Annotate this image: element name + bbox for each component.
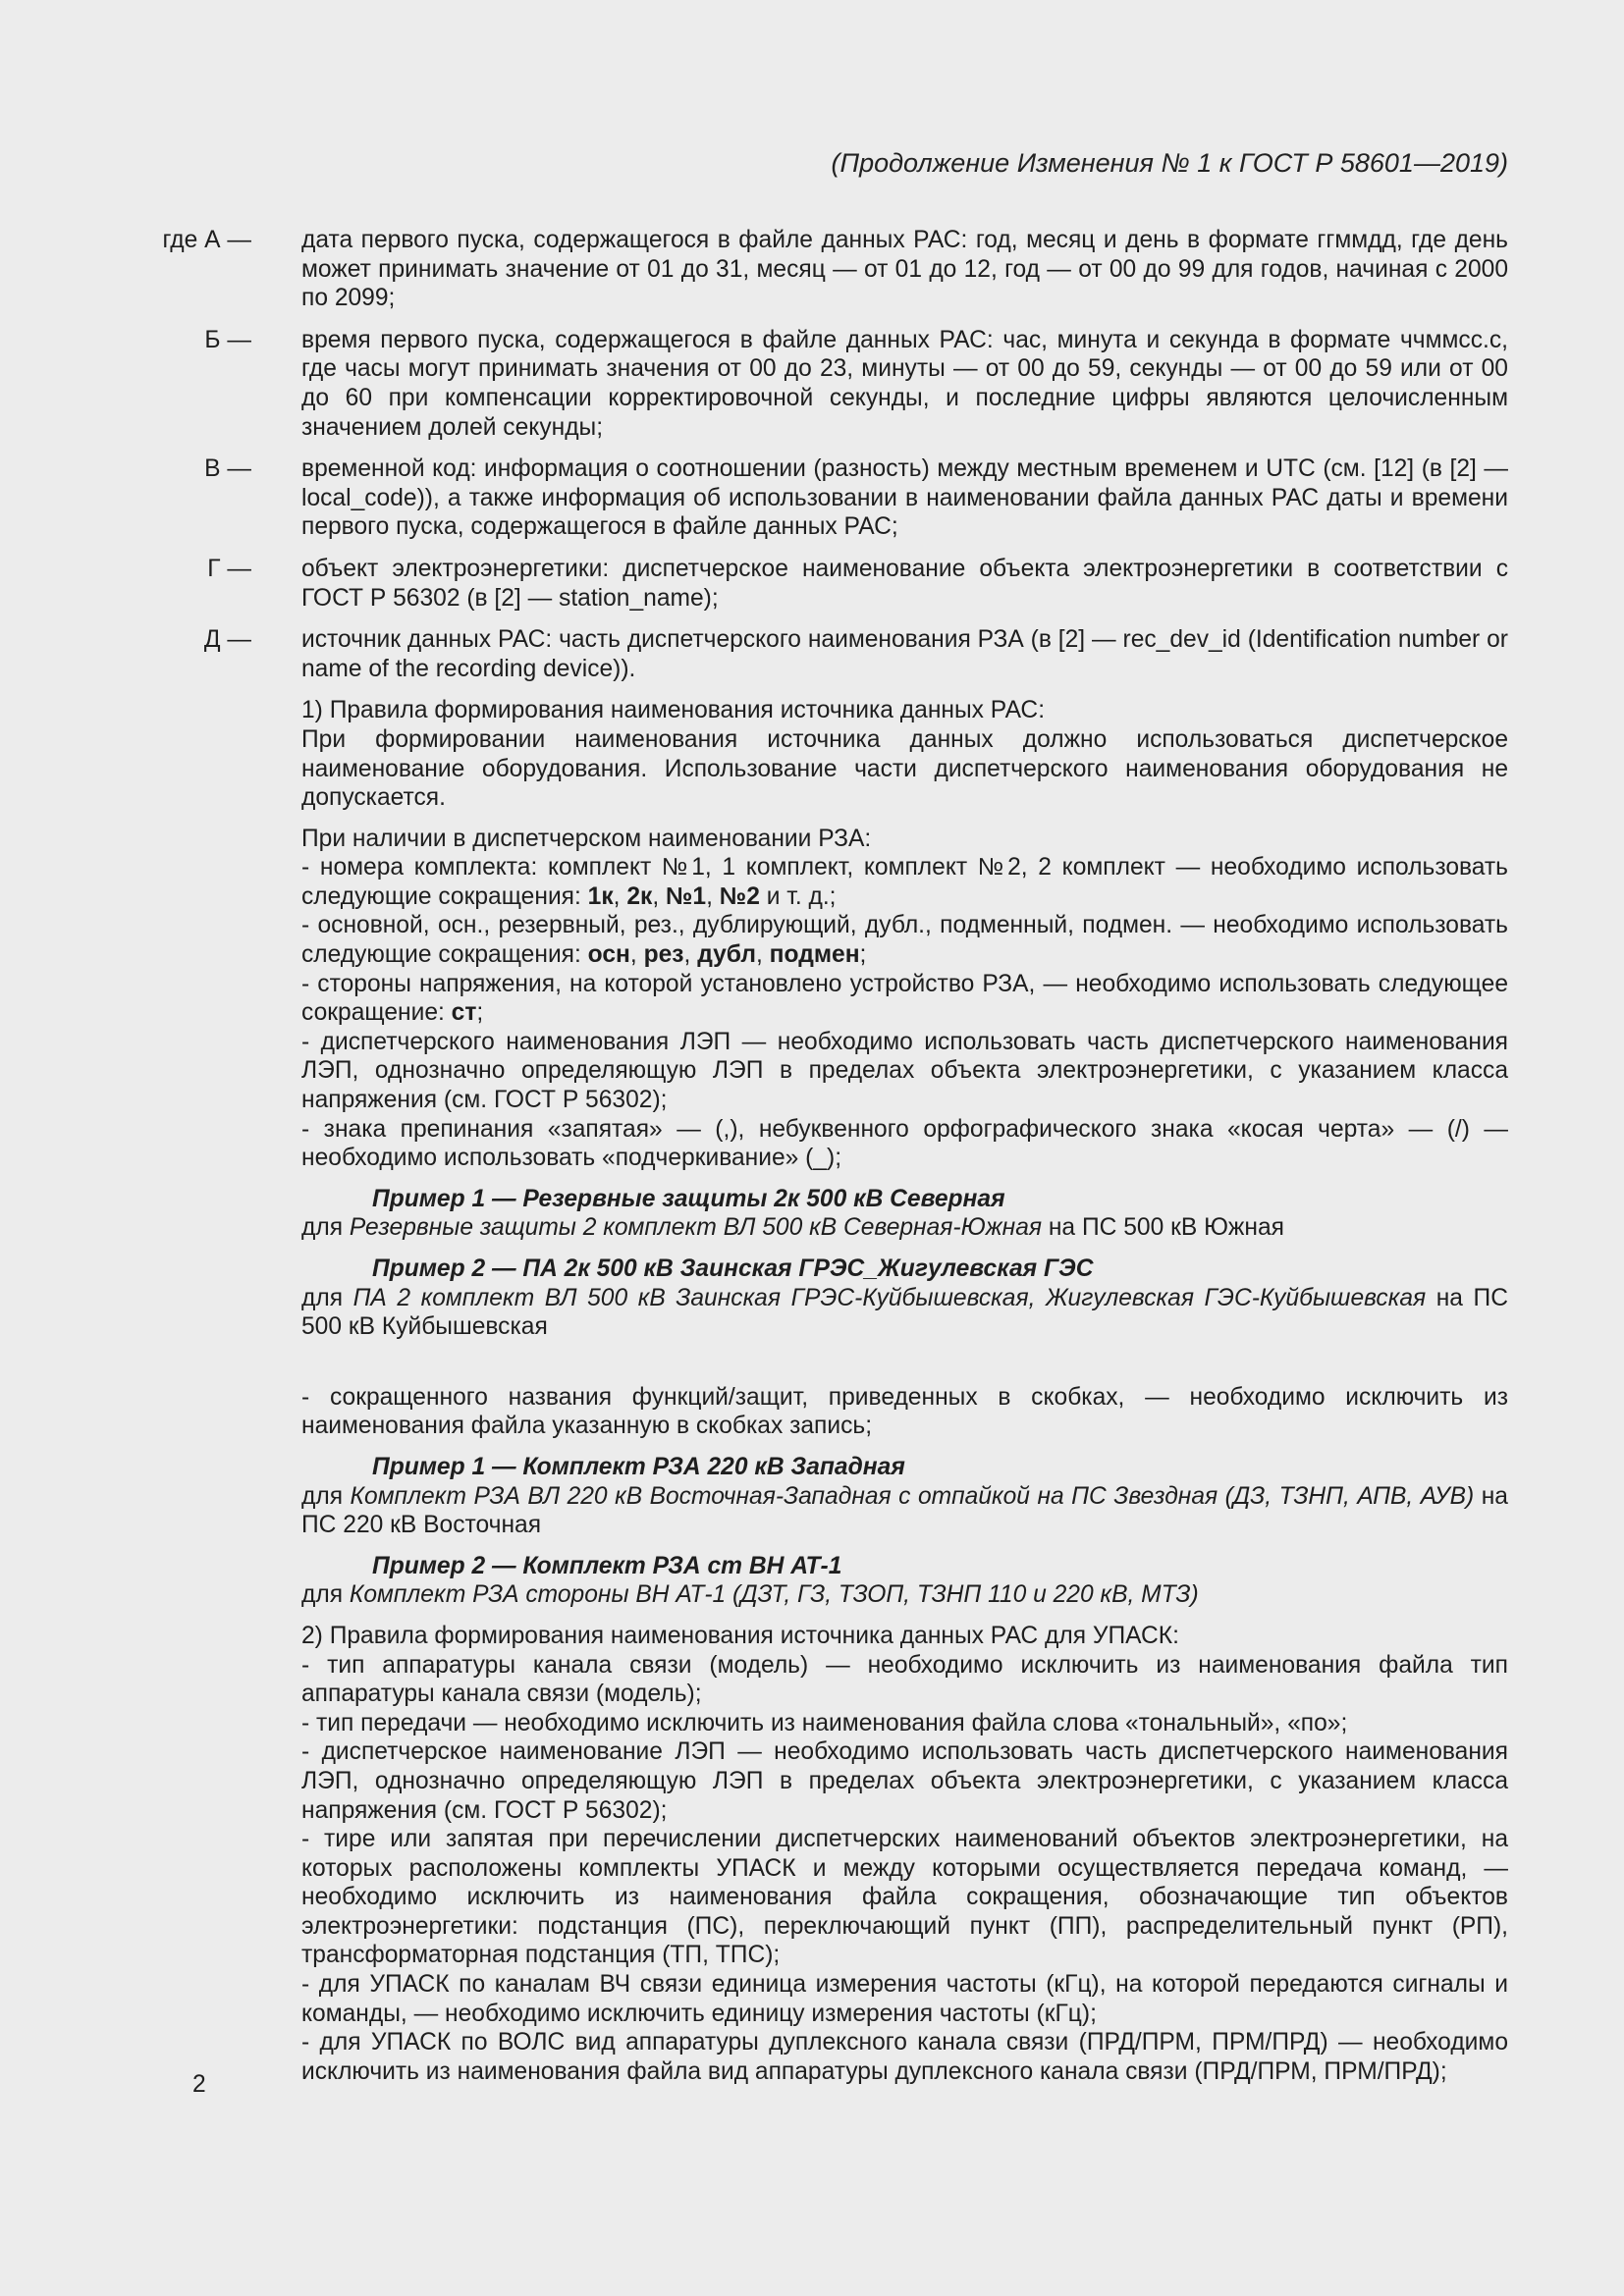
abbrev-rez: рез [643,941,684,969]
example-title: Пример 1 — Резервные защиты 2к 500 кВ Северная [372,1185,1005,1212]
example-title: Пример 2 — Комплект РЗА ст ВН АТ-1 [372,1552,842,1579]
rza-item-line-name: - диспетчерского наименования ЛЭП — необходимо использовать часть диспетчерского наименования ЛЭП, однозначно определяющую ЛЭП в пределах объекта электроэнергетики, с указанием класса напряжения (см. ГОСТ Р 56302); [301,1028,1508,1114]
example-b-1 [301,1453,1508,1540]
example-text: для Комплект РЗА стороны ВН АТ-1 (ДЗТ, ГЗ, ТЗОП, ТЗНП 110 и 220 кВ, МТЗ) [301,1581,1199,1609]
abbrev-no2: №2 [719,882,760,910]
abbrev-1k: 1к [587,882,614,910]
example-text: для ПА 2 комплект ВЛ 500 кВ Заинская ГРЭС-Куйбышевская, Жигулевская ГЭС-Куйбышевская на ПС 500 кВ Куйбышевская [301,1284,1508,1341]
example-title: Пример 2 — ПА 2к 500 кВ Заинская ГРЭС_Жигулевская ГЭС [372,1255,1094,1282]
rule-1-text: При формировании наименования источника данных должно использоваться диспетчерское наименование оборудования. Использование части диспетчерского наименования оборудования не допускается. [301,725,1508,812]
example-title: Пример 1 — Комплект РЗА 220 кВ Западная [372,1453,905,1480]
definition-label: Г — [207,555,251,582]
page-number: 2 [192,2071,206,2098]
abbrev-osn: осн [587,941,630,969]
rza-item-punctuation: - знака препинания «запятая» — (,), небуквенного орфографического знака «косая черта» — (/) — необходимо использовать «подчеркивание» (_); [301,1115,1508,1172]
definition-v [0,454,1624,542]
example-a-1 [301,1185,1508,1243]
abbrev-st: ст [451,999,477,1027]
definition-label: Д — [203,626,251,654]
rza-item-main-reserve: - основной, осн., резервный, рез., дублирующий, дубл., подменный, подмен. — необходимо использовать следующие сокращения: осн, рез, дубл, подмен; [301,912,1508,969]
definition-b [0,326,1624,442]
definition-d [0,625,1624,683]
rza-item-set-number: - номера комплекта: комплект №1, 1 комплект, комплект №2, 2 комплект — необходимо использовать следующие сокращения: 1к, 2к, №1, №2 и т. д.; [301,854,1508,910]
example-b-2 [301,1552,1508,1610]
example-text: для Комплект РЗА ВЛ 220 кВ Восточная-Западная с отпайкой на ПС Звездная (ДЗ, ТЗНП, АПВ, АУВ) на ПС 220 кВ Восточная [301,1482,1508,1539]
definition-text: время первого пуска, содержащегося в файле данных РАС: час, минута и секунда в формате ччммсс.с, где часы могут принимать значения от 00 до 23, минуты — от 00 до 59, секунды — от 00 до 59 или от 00 до 60 при компенсации корректировочной секунды, и последние цифры являются целочисленным значением долей секунды; [301,326,1508,441]
definition-label: В — [204,455,251,483]
definition-g [0,555,1624,613]
abbrev-no1: №1 [666,882,707,910]
definition-label: Б — [204,326,251,353]
rza-list [301,825,1508,1173]
rza-intro: При наличии в диспетчерском наименовании РЗА: [301,825,872,852]
abbrev-item: - сокращенного названия функций/защит, приведенных в скобках, — необходимо исключить из наименования файла указанную в скобках запись; [301,1383,1508,1440]
definition-text: дата первого пуска, содержащегося в файле данных РАС: год, месяц и день в формате ггммдд, где день может принимать значение от 01 до 31, месяц — от 01 до 12, год — от 00 до 99 для годов, начиная с 2000 по 2099; [301,227,1508,312]
page-content [0,226,1624,2086]
spacer [0,1354,1624,1383]
rule-2-item: - тип передачи — необходимо исключить из наименования файла слова «тональный», «по»; [301,1709,1348,1736]
rule-1-section [301,696,1508,812]
rule-2-item: - тип аппаратуры канала связи (модель) — необходимо исключить из наименования файла тип аппаратуры канала связи (модель); [301,1651,1508,1708]
abbrev-podmen: подмен [769,941,860,969]
running-header: (Продолжение Изменения № 1 к ГОСТ Р 58601—2019) [831,148,1508,178]
rule-2-section [301,1622,1508,2087]
rule-1-title: 1) Правила формирования наименования источника данных РАС: [301,697,1046,724]
example-text: для Резервные защиты 2 комплект ВЛ 500 кВ Северная-Южная на ПС 500 кВ Южная [301,1214,1284,1242]
definition-text: объект электроэнергетики: диспетчерское наименование объекта электроэнергетики в соответствии с ГОСТ Р 56302 (в [2] — station_name); [301,555,1508,612]
definition-a [0,226,1624,313]
abbrev-2k: 2к [626,882,653,910]
definition-text: источник данных РАС: часть диспетчерского наименования РЗА (в [2] — rec_dev_id (Identification number or name of the recording device)). [301,626,1508,682]
definition-text: временной код: информация о соотношении (разность) между местным временем и UTC (см. [12] (в [2] — local_code)), а также информация об использовании в наименовании файла данных РАС даты и времени первого пуска, содержащегося в файле данных РАС; [301,455,1508,541]
rule-2-title: 2) Правила формирования наименования источника данных РАС для УПАСК: [301,1622,1179,1649]
abbrev-dubl: дубл [697,941,756,969]
rza-item-voltage-side: - стороны напряжения, на которой установлено устройство РЗА, — необходимо использовать следующее сокращение: ст; [301,970,1508,1027]
rule-2-item: - для УПАСК по каналам ВЧ связи единица измерения частоты (кГц), на которой передаются сигналы и команды, — необходимо исключить единицу измерения частоты (кГц); [301,1971,1508,2027]
example-a-2 [301,1255,1508,1342]
rule-2-item: - диспетчерское наименование ЛЭП — необходимо использовать часть диспетчерского наименования ЛЭП, однозначно определяющую ЛЭП в пределах объекта электроэнергетики, с указанием класса напряжения (см. ГОСТ Р 56302); [301,1738,1508,1824]
rule-2-item: - для УПАСК по ВОЛС вид аппаратуры дуплексного канала связи (ПРД/ПРМ, ПРМ/ПРД) — необходимо исключить из наименования файла вид аппаратуры дуплексного канала связи (ПРД/ПРМ, ПРМ/ПРД); [301,2029,1508,2085]
rule-2-item: - тире или запятая при перечислении диспетчерских наименований объектов электроэнергетики, на которых расположены комплекты УПАСК и между которыми осуществляется передача команд, — необходимо исключить из наименования файла сокращения, обозначающие тип объектов электроэнергетики: подстанция (ПС), переключающий пункт (ПП), распределительный пункт (РП), трансформаторная подстанция (ТП, ТПС); [301,1826,1508,1969]
definition-label: где А — [162,227,251,253]
